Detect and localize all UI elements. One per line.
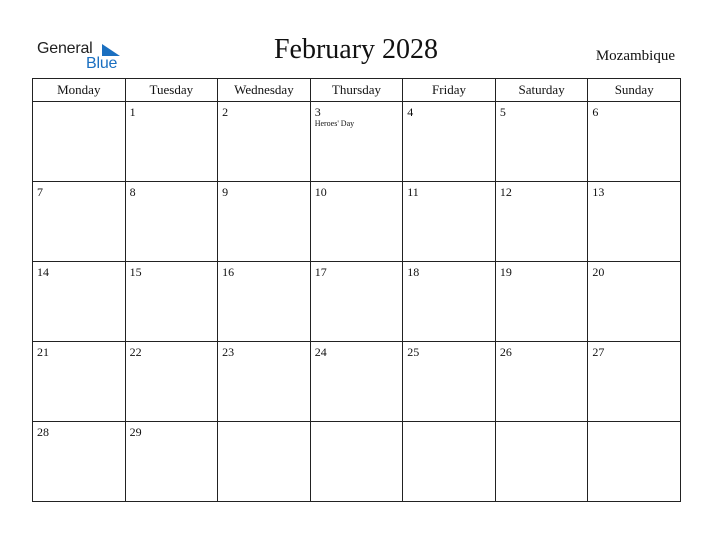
day-number: 11 [407,185,419,199]
weekday-header: Friday [403,79,496,102]
day-number: 22 [129,345,142,359]
day-number: 3 [314,105,321,119]
day-number: 17 [314,265,327,279]
day-number: 28 [37,425,49,439]
day-cell [125,182,218,262]
day-number: 7 [37,185,43,199]
day-cell [403,262,496,342]
week-row [33,102,681,182]
day-cell [403,182,496,262]
day-number: 12 [499,185,512,199]
day-number: 6 [592,105,599,119]
day-cell [495,422,588,502]
day-cell [495,182,588,262]
day-number: 29 [129,425,142,439]
day-cell [310,102,403,182]
logo-word-blue: Blue [86,55,118,72]
weekday-header: Sunday [588,79,681,102]
weekday-header: Saturday [495,79,588,102]
week-row [33,182,681,262]
day-cell [125,262,218,342]
week-row [33,262,681,342]
day-cell [495,102,588,182]
day-cell [588,102,681,182]
day-cell [33,342,126,422]
weekday-header: Monday [33,79,126,102]
day-number: 13 [592,185,605,199]
day-number: 4 [407,105,414,119]
day-number: 26 [499,345,512,359]
day-number: 10 [314,185,327,199]
day-cell [310,262,403,342]
day-cell [218,102,311,182]
day-number: 9 [222,185,229,199]
day-cell [310,182,403,262]
page-title: February 2028 [273,34,439,65]
day-cell [588,422,681,502]
day-cell [588,182,681,262]
weekday-header-row [33,79,681,102]
day-cell [125,422,218,502]
day-cell [403,342,496,422]
day-cell [33,262,126,342]
day-number: 1 [129,105,136,119]
day-number: 20 [592,265,605,279]
day-number: 2 [222,105,229,119]
day-cell [218,262,311,342]
day-cell [310,422,403,502]
day-cell [33,102,126,182]
weekday-header: Tuesday [125,79,218,102]
day-cell [125,102,218,182]
day-number: 27 [592,345,605,359]
day-cell [403,102,496,182]
country-label: Mozambique [595,48,675,64]
day-cell [33,422,126,502]
day-cell [495,342,588,422]
day-number: 23 [222,345,235,359]
day-number: 14 [37,265,49,279]
day-number: 15 [129,265,142,279]
day-cell [218,342,311,422]
day-cell [310,342,403,422]
logo-word-general: General [37,40,93,57]
day-cell [588,342,681,422]
day-number: 5 [499,105,506,119]
day-number: 21 [37,345,49,359]
day-cell [125,342,218,422]
week-row [33,422,681,502]
day-number: 24 [314,345,327,359]
day-cell [218,422,311,502]
weekday-header: Wednesday [218,79,311,102]
day-number: 8 [129,185,136,199]
day-number: 25 [407,345,420,359]
calendar-grid [32,78,681,502]
weekday-header: Thursday [310,79,403,102]
day-number: 18 [407,265,420,279]
day-cell [495,262,588,342]
day-cell [218,182,311,262]
day-cell [33,182,126,262]
holiday-label: Heroes' Day [314,119,355,128]
day-number: 19 [499,265,512,279]
week-row [33,342,681,422]
day-number: 16 [222,265,235,279]
day-cell [403,422,496,502]
day-cell [588,262,681,342]
